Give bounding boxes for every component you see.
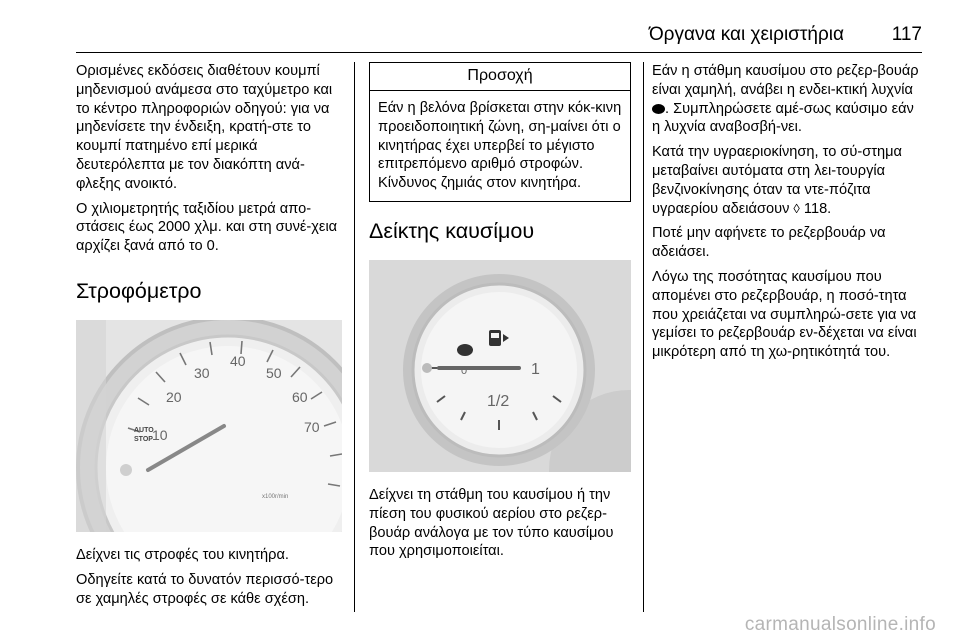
- fuel-label-half: 1/2: [487, 392, 510, 410]
- column-divider-1: [354, 62, 355, 612]
- fuel-gauge-caption: Δείχνει τη στάθμη του καυσίμου ή την πίεση του φυσικού αερίου στο ρεζερ-βουάρ ανάλογα με τον τύπο καυσίμου που χρησιμοποιείται.: [369, 486, 614, 560]
- fuel-label-full: 1: [531, 360, 540, 378]
- column-2: [369, 62, 631, 567]
- tach-label-70: 70: [304, 418, 320, 435]
- trip-paragraph: Ο χιλιομετρητής ταξιδίου μετρά απο-στάσεις έως 2000 χλμ. και στη συνέ-χεια αρχίζει ξανά από το 0.: [76, 200, 338, 255]
- auto-stop-label-1: AUTO: [134, 426, 154, 434]
- fuel-warning-dot-icon: [457, 344, 473, 356]
- watermark: carmanualsonline.info: [744, 614, 936, 635]
- page-number: 117: [891, 24, 922, 45]
- page-reference[interactable]: 118.: [799, 200, 832, 217]
- tach-label-30: 30: [194, 364, 210, 381]
- tach-label-20: 20: [166, 388, 182, 405]
- tach-label-60: 60: [292, 388, 308, 405]
- auto-stop-label-2: STOP: [134, 435, 153, 443]
- low-fuel-indicator-icon: [652, 104, 665, 114]
- tach-label-40: 40: [230, 352, 246, 369]
- tachometer-advice: Οδηγείτε κατά το δυνατόν περισσό-τερο σε χαμηλές στροφές σε κάθε σχέση.: [76, 571, 334, 607]
- fuel-label-empty: 0: [461, 364, 468, 377]
- refill-note: Λόγω της ποσότητας καυσίμου που απομένει στο ρεζερβουάρ, η ποσό-τητα που χρειάζεται να συμπληρώ-σετε για να γεμίσει το ρεζερβουάρ εν-δέχεται να είναι μικρότερη από τη χω-ρητικότητά του.: [652, 268, 917, 361]
- tach-label-10: 10: [152, 426, 168, 443]
- caution-body: Εάν η βελόνα βρίσκεται στην κόκ-κινη προειδοποιητική ζώνη, ση-μαίνει ότι ο κινητήρας έχει υπερβεί το μέγιστο επιτρεπόμενο αριθμό στροφών. Κίνδυνος ζημιάς στον κινητήρα.: [378, 100, 622, 192]
- column-divider-2: [643, 62, 644, 612]
- low-fuel-paragraph: Εάν η στάθμη καυσίμου στο ρεζερ-βουάρ είναι χαμηλή, ανάβει η ενδει-κτική λυχνία . Συμπληρώσετε αμέ-σως καύσιμο εάν η λυχνία αναβοσβή-νει.: [652, 63, 919, 136]
- fuel-gauge-heading: Δείκτης καυσίμου: [369, 218, 535, 243]
- tachometer-figure: [76, 320, 342, 532]
- page-header: [76, 22, 922, 48]
- caution-box: [369, 62, 631, 202]
- column-3: [652, 62, 924, 368]
- empty-tank-warning: Ποτέ μην αφήνετε το ρεζερβουάρ να αδειάσει.: [652, 225, 886, 261]
- tachometer-illustration: [76, 320, 342, 532]
- caution-title: Προσοχή: [370, 63, 630, 91]
- section-title: Όργανα και χειριστήρια: [648, 24, 844, 45]
- tach-label-50: 50: [266, 364, 282, 381]
- intro-paragraph: Ορισμένες εκδόσεις διαθέτουν κουμπί μηδενισμού ανάμεσα στο ταχύμετρο και το κέντρο πληροφοριών οδηγού: για να μηδενίσετε την ένδειξη, κρατή-στε το κουμπί πατημένο επί μερικά δευτερόλεπτα με τον διακόπτη ανά-φλεξης ανοικτό.: [76, 63, 333, 192]
- page-reference-arrow-icon: ◊: [793, 200, 800, 216]
- tachometer-caption: Δείχνει τις στροφές του κινητήρα.: [76, 546, 289, 563]
- fuel-gauge-figure: [369, 260, 631, 472]
- rpm-unit-label: x100r/min: [262, 493, 289, 500]
- fuel-gauge-illustration: [369, 260, 631, 472]
- lpg-paragraph: Κατά την υγραεριοκίνηση, το σύ-στημα μεταβαίνει αυτόματα στη λει-τουργία βενζινοκίνησης όταν τα ντε-πόζιτα υγραερίου αδειάσουν ◊ 118.: [652, 144, 902, 217]
- column-1: [76, 62, 342, 614]
- tachometer-heading: Στροφόμετρο: [76, 278, 202, 303]
- header-rule: [76, 52, 922, 53]
